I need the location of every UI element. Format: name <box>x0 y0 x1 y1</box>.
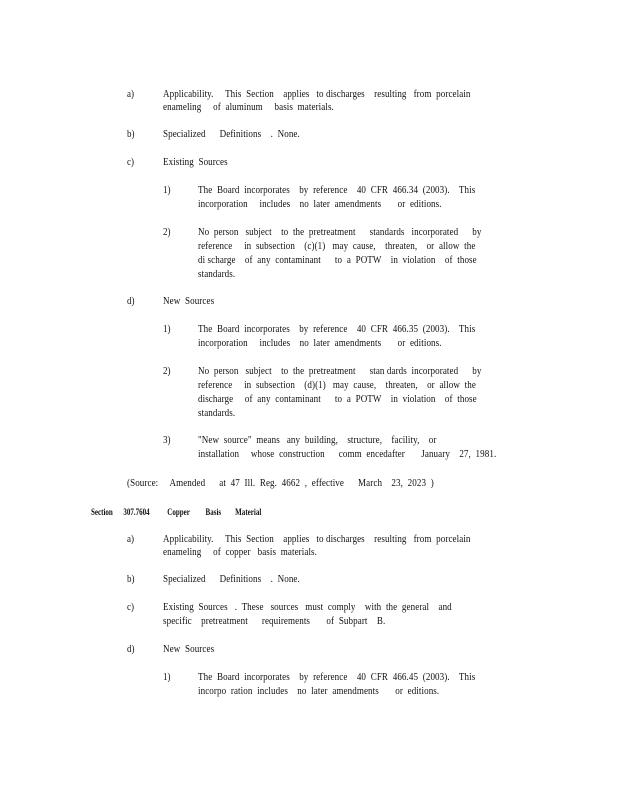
item-a-text-line1: Applicability. This Section applies to discharges resulting from porcelain <box>163 89 471 100</box>
item-c-line1: Existing Sources . These sources must comply with the general and <box>163 602 452 613</box>
item-d1-line1: The Board incorporates by reference 40 CFR 466.35 (2003). This <box>198 324 476 335</box>
item-d2-line3: discharge of any contaminant to a POTW in violation of those <box>198 394 477 405</box>
item-d2-line1: No person subject to the pretreatment stan dards incorporated by <box>198 366 482 377</box>
item-d1-label: 1) <box>163 324 171 335</box>
item-a-label: a) <box>127 89 135 100</box>
item-d-label: d) <box>127 644 135 655</box>
item-d1-line2: incorporation includes no later amendments or editions. <box>198 338 442 349</box>
item-c2-line1: No person subject to the pretreatment standards incorporated by <box>198 227 482 238</box>
item-c-label: c) <box>127 157 135 168</box>
item-b-label: b) <box>127 574 135 585</box>
item-d2-line2: reference in subsection (d)(1) may cause, threaten, or allow the <box>198 380 476 391</box>
item-d1-label: 1) <box>163 672 171 683</box>
item-c-text: Existing Sources <box>163 157 228 168</box>
item-c-line2: specific pretreatment requirements of Subpart B. <box>163 616 386 627</box>
item-a-text-line2: enameling of aluminum basis materials. <box>163 102 334 113</box>
item-c2-line4: standards. <box>198 269 236 280</box>
item-d3-label: 3) <box>163 435 171 446</box>
item-d3-line1: "New source" means any building, structure, facility, or <box>198 435 437 446</box>
item-d-text: New Sources <box>163 296 215 307</box>
item-d3-line2: installation whose construction comm encedafter January 27, 1981. <box>198 449 497 460</box>
item-c1-label: 1) <box>163 185 171 196</box>
item-a-text-line1: Applicability. This Section applies to discharges resulting from porcelain <box>163 534 471 545</box>
item-b-label: b) <box>127 129 135 140</box>
item-d-text: New Sources <box>163 644 215 655</box>
source-note: (Source: Amended at 47 Ill. Reg. 4662 , effective March 23, 2023 ) <box>127 478 434 489</box>
item-c2-line3: di scharge of any contaminant to a POTW in violation of those <box>198 255 477 266</box>
item-d2-line4: standards. <box>198 408 236 419</box>
item-d1-line2: incorpo ration includes no later amendments or editions. <box>198 686 440 697</box>
item-c-label: c) <box>127 602 135 613</box>
item-c2-label: 2) <box>163 227 171 238</box>
item-c2-line2: reference in subsection (c)(1) may cause, threaten, or allow the <box>198 241 476 252</box>
item-a-text-line2: enameling of copper basis materials. <box>163 547 317 558</box>
item-c1-line1: The Board incorporates by reference 40 CFR 466.34 (2003). This <box>198 185 476 196</box>
section-heading: Section 307.7604 Copper Basis Material <box>91 507 262 517</box>
item-c1-line2: incorporation includes no later amendments or editions. <box>198 199 442 210</box>
item-a-label: a) <box>127 534 135 545</box>
item-b-text: Specialized Definitions . None. <box>163 129 300 140</box>
item-b-text: Specialized Definitions . None. <box>163 574 300 585</box>
item-d-label: d) <box>127 296 135 307</box>
item-d2-label: 2) <box>163 366 171 377</box>
item-d1-line1: The Board incorporates by reference 40 CFR 466.45 (2003). This <box>198 672 476 683</box>
